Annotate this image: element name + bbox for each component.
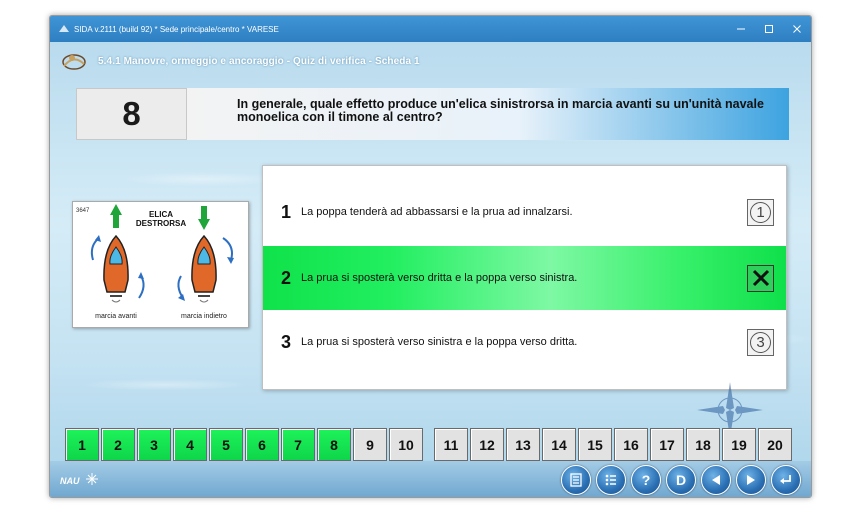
title-bar — [50, 16, 811, 42]
figure-title-line1: ELICA — [149, 210, 173, 219]
answer-text: La prua si sposterà verso sinistra e la poppa verso dritta. — [301, 336, 578, 348]
main-content — [50, 42, 811, 498]
page-button-9[interactable]: 9 — [353, 428, 387, 461]
window-title: SIDA v.2111 (build 92) * Sede principale/centro * VARESE — [74, 24, 279, 34]
d-icon: D — [675, 472, 687, 488]
list-button[interactable] — [561, 465, 591, 495]
question-pager-group-2 — [434, 428, 794, 461]
page-button-8[interactable]: 8 — [317, 428, 351, 461]
close-button[interactable] — [783, 16, 811, 42]
section-title: 5.4.1 Manovre, ormeggio e ancoraggio - Quiz di verifica - Scheda 1 — [98, 56, 420, 67]
next-arrow-icon — [744, 473, 758, 487]
page-button-7[interactable]: 7 — [281, 428, 315, 461]
return-button[interactable] — [771, 465, 801, 495]
figure-label-reverse: marcia indietro — [181, 313, 227, 320]
answer-option-2[interactable] — [263, 246, 786, 310]
figure-title-line2: DESTRORSA — [135, 219, 187, 228]
page-button-17[interactable]: 17 — [650, 428, 684, 461]
page-button-2[interactable]: 2 — [101, 428, 135, 461]
maximize-icon — [764, 24, 774, 34]
page-button-10[interactable]: 10 — [389, 428, 423, 461]
d-button[interactable] — [666, 465, 696, 495]
answer-button-1[interactable] — [747, 199, 774, 226]
app-icon — [58, 23, 70, 35]
return-icon — [778, 472, 794, 488]
page-button-19[interactable]: 19 — [722, 428, 756, 461]
help-icon: ? — [641, 472, 651, 488]
x-mark-icon — [751, 268, 771, 288]
answer-text: La prua si sposterà verso dritta e la poppa verso sinistra. — [301, 272, 578, 284]
page-button-18[interactable]: 18 — [686, 428, 720, 461]
next-button[interactable] — [736, 465, 766, 495]
page-button-11[interactable]: 11 — [434, 428, 468, 461]
list-icon — [568, 472, 584, 488]
page-button-13[interactable]: 13 — [506, 428, 540, 461]
minimize-button[interactable] — [727, 16, 755, 42]
page-button-16[interactable]: 16 — [614, 428, 648, 461]
page-button-15[interactable]: 15 — [578, 428, 612, 461]
bullet-list-icon — [603, 472, 619, 488]
prev-arrow-icon — [709, 473, 723, 487]
page-button-5[interactable]: 5 — [209, 428, 243, 461]
page-button-4[interactable]: 4 — [173, 428, 207, 461]
prev-button[interactable] — [701, 465, 731, 495]
page-button-3[interactable]: 3 — [137, 428, 171, 461]
answer-button-3[interactable] — [747, 329, 774, 356]
answer-option-3[interactable] — [263, 310, 786, 374]
question-pager-group-1 — [65, 428, 425, 461]
close-icon — [792, 24, 802, 34]
nau-logo-icon — [58, 471, 108, 491]
page-button-12[interactable]: 12 — [470, 428, 504, 461]
question-text: In generale, quale effetto produce un'elica sinistrorsa in marcia avanti su un'unità navale monoelica con il timone al centro? — [237, 97, 764, 124]
page-button-6[interactable]: 6 — [245, 428, 279, 461]
propeller-diagram — [73, 202, 250, 329]
answer-number: 3 — [280, 331, 291, 352]
circled-number-icon: 3 — [750, 332, 771, 353]
circled-number-icon: 1 — [750, 202, 771, 223]
help-button[interactable] — [631, 465, 661, 495]
boat-reverse — [178, 206, 234, 302]
app-window — [49, 15, 812, 498]
page-button-1[interactable]: 1 — [65, 428, 99, 461]
answer-number: 1 — [280, 201, 291, 222]
figure-code: 3647 — [76, 208, 90, 214]
maximize-button[interactable] — [755, 16, 783, 42]
helm-logo-icon — [60, 48, 88, 72]
toolbar-buttons — [556, 465, 801, 495]
answer-option-1[interactable] — [263, 182, 786, 242]
bottom-toolbar — [50, 461, 811, 498]
page-button-14[interactable]: 14 — [542, 428, 576, 461]
minimize-icon — [736, 24, 746, 34]
answer-button-2[interactable] — [747, 265, 774, 292]
question-figure — [72, 201, 249, 328]
answer-number: 2 — [280, 267, 291, 288]
bullet-list-button[interactable] — [596, 465, 626, 495]
answer-text: La poppa tenderà ad abbassarsi e la prua ad innalzarsi. — [301, 206, 573, 218]
page-button-20[interactable]: 20 — [758, 428, 792, 461]
question-number: 8 — [76, 88, 187, 140]
question-panel — [187, 88, 789, 140]
answers-panel — [262, 165, 787, 390]
figure-label-forward: marcia avanti — [95, 313, 137, 320]
footer-logo-text: NAU — [60, 476, 80, 486]
